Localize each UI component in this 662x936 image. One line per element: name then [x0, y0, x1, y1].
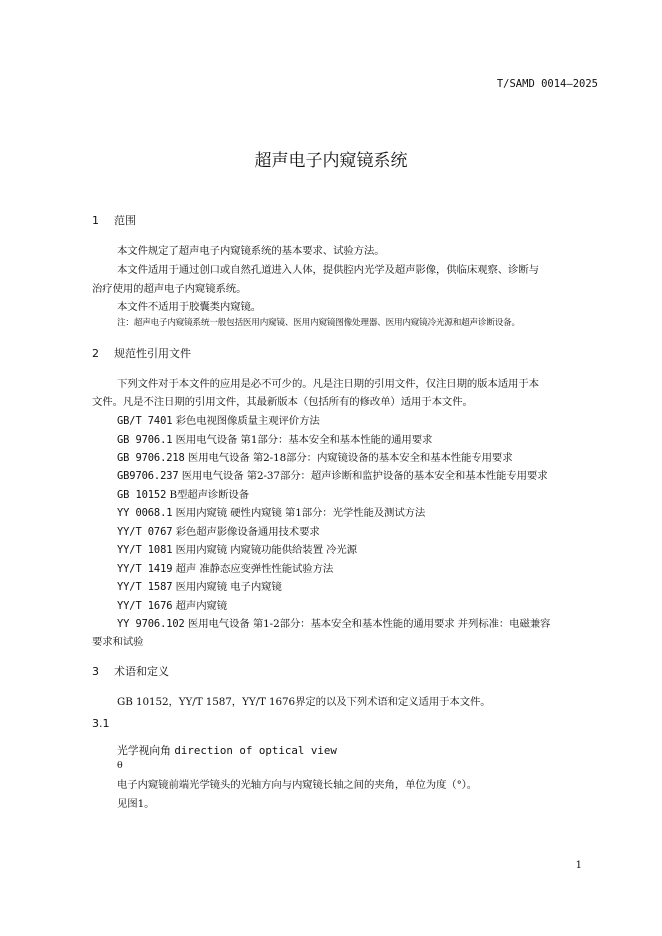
page-title: 超声电子内窥镜系统	[254, 151, 408, 171]
term-symbol: θ	[117, 760, 123, 771]
section-number: 3	[92, 665, 99, 678]
references-intro-line-2: 文件。凡是不注日期的引用文件，其最新版本（包括所有的修改单）适用于本文件。	[92, 396, 473, 408]
reference-code: YY 0068.1	[117, 507, 173, 519]
note-label: 注：	[117, 318, 134, 328]
section-1-heading	[92, 212, 136, 228]
reference-title: 医用内窥镜 电子内窥镜	[175, 581, 282, 593]
clause-number: 3.1	[92, 717, 110, 730]
scope-paragraph-3: 本文件不适用于胶囊类内窥镜。	[117, 301, 262, 313]
section-title: 范围	[114, 214, 136, 227]
reference-code: YY/T 1419	[117, 563, 173, 575]
reference-item	[117, 467, 548, 482]
scope-paragraph-2-line-2: 治疗使用的超声电子内窥镜系统。	[92, 283, 247, 295]
term-chinese: 光学视向角	[117, 744, 171, 757]
reference-item	[117, 615, 550, 630]
reference-code: GB 9706.1	[117, 434, 173, 446]
terms-intro: GB 10152，YY/T 1587，YY/T 1676界定的以及下列术语和定义适用于本文件。	[117, 696, 491, 708]
reference-title: 彩色超声影像设备通用技术要求	[175, 526, 320, 538]
reference-item	[117, 504, 425, 519]
scope-paragraph-2-line-1: 本文件适用于通过创口或自然孔道进入人体，提供腔内光学及超声影像，供临床观察、诊断与	[117, 264, 539, 276]
section-2-heading	[92, 345, 191, 361]
section-number: 1	[92, 214, 99, 227]
reference-item	[117, 431, 432, 446]
reference-item	[117, 541, 357, 556]
reference-code: YY 9706.102	[117, 618, 185, 630]
term-english: direction of optical view	[174, 744, 337, 757]
reference-item	[117, 486, 249, 501]
reference-code: GB 9706.218	[117, 452, 185, 464]
reference-title: 医用电气设备 第2-18部分：内窥镜设备的基本安全和基本性能专用要求	[187, 452, 513, 464]
scope-paragraph-1: 本文件规定了超声电子内窥镜系统的基本要求、试验方法。	[117, 245, 385, 257]
section-title: 术语和定义	[114, 665, 169, 678]
reference-code: YY/T 1081	[117, 544, 173, 556]
reference-code: GB/T 7401	[117, 415, 173, 427]
reference-code: YY/T 0767	[117, 526, 173, 538]
reference-item	[117, 597, 227, 612]
section-3-heading	[92, 663, 169, 679]
reference-item	[117, 449, 513, 464]
reference-title: 彩色电视图像质量主观评价方法	[175, 415, 320, 427]
section-number: 2	[92, 347, 99, 360]
reference-title: 超声内窥镜	[175, 600, 228, 612]
reference-item	[117, 560, 333, 575]
note-text: 超声电子内窥镜系统一般包括医用内窥镜、医用内窥镜图像处理器、医用内窥镜冷光源和超声诊断设备。	[133, 318, 520, 328]
reference-code: GB 10152	[117, 489, 167, 501]
reference-item	[117, 578, 282, 593]
reference-title: 医用电气设备 第1部分：基本安全和基本性能的通用要求	[175, 434, 433, 446]
reference-title: 医用电气设备 第2-37部分：超声诊断和监护设备的基本安全和基本性能专用要求	[181, 470, 548, 482]
reference-title: 医用内窥镜 内窥镜功能供给装置 冷光源	[175, 544, 357, 556]
reference-item	[117, 412, 320, 427]
reference-code: YY/T 1587	[117, 581, 173, 593]
document-code: T/SAMD 0014—2025	[496, 78, 598, 90]
reference-code: YY/T 1676	[117, 600, 173, 612]
reference-item	[117, 523, 320, 538]
term-definition: 电子内窥镜前端光学镜头的光轴方向与内窥镜长轴之间的夹角，单位为度（°）。	[117, 779, 478, 791]
reference-code: GB9706.237	[117, 470, 179, 482]
term-entry	[117, 743, 337, 758]
section-title: 规范性引用文件	[114, 347, 191, 360]
reference-title: 医用内窥镜 硬性内窥镜 第1部分：光学性能及测试方法	[175, 507, 426, 519]
page-number: 1	[575, 860, 582, 871]
references-intro-line-1: 下列文件对于本文件的应用是必不可少的。凡是注日期的引用文件，仅注日期的版本适用于本	[117, 378, 539, 390]
figure-reference: 见图1。	[117, 798, 155, 810]
reference-title: B型超声诊断设备	[169, 489, 250, 501]
reference-title: 医用电气设备 第1-2部分：基本安全和基本性能的通用要求 并列标准：电磁兼容	[187, 618, 551, 630]
scope-note	[117, 316, 520, 328]
reference-item-continuation: 要求和试验	[92, 636, 144, 648]
reference-title: 超声 准静态应变弹性性能试验方法	[175, 563, 334, 575]
